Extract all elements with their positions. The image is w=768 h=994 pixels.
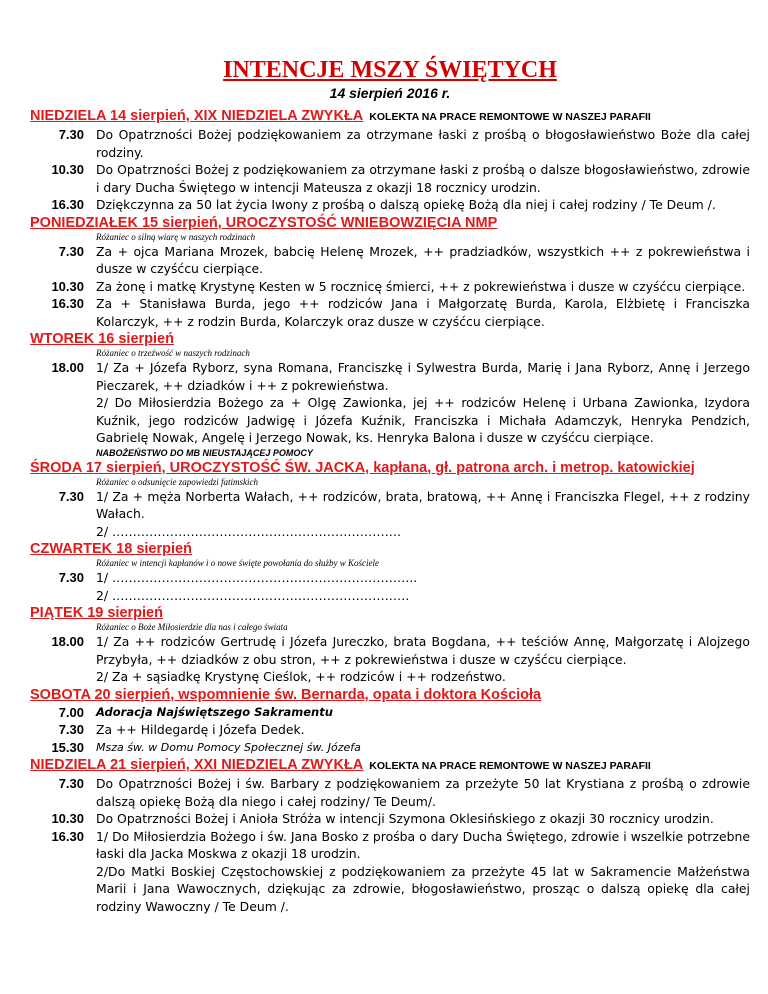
day-header-label: NIEDZIELA 14 sierpień, XIX NIEDZIELA ZWYKŁA (30, 108, 364, 124)
mass-entry (30, 278, 750, 296)
mass-entry (30, 126, 750, 161)
mass-intention (96, 196, 750, 214)
intention-text: Do Opatrzności Bożej podziękowaniem za otrzymane łaski z prośbą o błogosławieństwo Boże dla całej rodziny. (96, 127, 750, 160)
page-date: 14 sierpień 2016 r. (329, 85, 451, 101)
intention-text: 1/ Do Miłosierdzia Bożego i św. Jana Bosko z prośba o dary Ducha Świętego, zdrowie i wszelkie potrzebne łaski dla Jacka Moskwa z okazji 18 urodzin. (96, 828, 750, 861)
day-header-label: SOBOTA 20 sierpień, wspomnienie św. Bernarda, opata i doktora Kościoła (30, 686, 542, 703)
day-header (30, 686, 750, 704)
day-header (30, 330, 750, 348)
intention-text: Za żonę i matkę Krystynę Kesten w 5 rocznicę śmierci, ++ z pokrewieństwa i dusze w czyśćcu cierpiące. (96, 278, 746, 294)
intention-text: Do Opatrzności Bożej i Anioła Stróża w intencji Szymona Oklesińskiego z okazji 30 rocznicy urodzin. (96, 811, 714, 826)
intention-text-2: 2/Do Matki Boskiej Częstochowskiej z podziękowaniem za przeżyte 45 lat w Sakramencie Małżeństwa Marii i Jana Wawocznych, dziękując za zdrowie, błogosławieństwo, prosząc o dalszą opiekę dla całej rodziny Wawoczny / Te Deum /. (96, 863, 750, 914)
mass-time: 7.30 (58, 127, 84, 142)
mass-time: 18.00 (51, 634, 84, 649)
page-title: INTENCJE MSZY ŚWIĘTYCH (223, 57, 557, 83)
mass-time: 7.30 (58, 570, 84, 585)
day-header-label: NIEDZIELA 21 sierpień, XXI NIEDZIELA ZWYKŁA (30, 757, 364, 773)
day-header (30, 107, 750, 126)
mass-entry (30, 633, 750, 686)
intention-text: Za + Stanisława Burda, jego ++ rodziców Jana i Małgorzatę Burda, Karola, Elżbietę i Franciszka Kolarczyk, ++ z rodzin Burda, Kolarczyk oraz dusze w czyśćcu cierpiące. (96, 296, 750, 329)
mass-entry (30, 161, 750, 196)
mass-entry (30, 704, 750, 722)
day-header (30, 214, 750, 232)
mass-entry (30, 243, 750, 278)
intention-text-2: 2/ Za + sąsiadkę Krystynę Cieślok, ++ rodziców i ++ rodzeństwo. (96, 669, 506, 684)
mass-time: 7.30 (58, 722, 84, 737)
intention-text: Dziękczynna za 50 lat życia Iwony z prośbą o dalszą opiekę Bożą dla niej i całej rodziny / Te Deum /. (96, 197, 716, 212)
mass-entry (30, 196, 750, 214)
intention-text: 1/ Za ++ rodziców Gertrudę i Józefa Jureczko, brata Bogdana, ++ teściów Annę, Małgorzatę i Alojzego Przybyła, ++ dziadków z obu stron, ++ z pokrewieństwa i dusze w czyśćcu cierpiące. (96, 634, 750, 667)
day-section (30, 107, 750, 214)
mass-time: 16.30 (51, 828, 84, 844)
mass-entry (30, 359, 750, 447)
rosary-intention: Różaniec o Boże Miłosierdzie dla nas i całego świata (96, 622, 288, 632)
intention-text-2: 2/ Do Miłosierdzia Bożego za + Olgę Zawionka, jej ++ rodziców Helenę i Urbana Zawionka, Izydora Kuźnik, jego rodziców Jadwigę i Józefa Kuźnik, Franciszka i Michała Adamczyk, Henryka Pendzich, Gabrielę Nowak, Angelę i Jerzego Nowak, ks. Henryka Balona i dusze w czyśćcu cierpiące. (96, 395, 750, 445)
intention-text: Msza św. w Domu Pomocy Społecznej św. Józefa (96, 740, 361, 754)
mass-entry (30, 569, 750, 604)
rosary-intention: Różaniec o trzeźwość w naszych rodzinach (96, 348, 250, 358)
mass-intention (96, 739, 750, 757)
day-header-label: CZWARTEK 18 sierpień (30, 541, 192, 557)
day-section (30, 686, 750, 757)
mass-entry (30, 775, 750, 810)
day-header-label: ŚRODA 17 sierpień, UROCZYSTOŚĆ ŚW. JACKA, kapłana, gł. patrona arch. i metrop. katowickiej (30, 459, 695, 476)
mass-time: 10.30 (51, 811, 84, 826)
mass-intention (96, 569, 750, 604)
day-header-label: PONIEDZIAŁEK 15 sierpień, UROCZYSTOŚĆ WNIEBOWZIĘCIA NMP (30, 214, 498, 231)
mass-intention (96, 721, 750, 739)
collection-note: KOLEKTA NA PRACE REMONTOWE W NASZEJ PARAFII (369, 760, 651, 772)
mass-time: 7.30 (58, 243, 84, 259)
mass-entry (30, 721, 750, 739)
mass-time: 15.30 (51, 739, 84, 755)
mass-intention (96, 775, 750, 810)
day-header (30, 540, 750, 558)
day-section (30, 540, 750, 604)
collection-note: KOLEKTA NA PRACE REMONTOWE W NASZEJ PARAFII (369, 111, 651, 123)
mass-intention (96, 359, 750, 447)
intention-text: Do Opatrzności Bożej i św. Barbary z podziękowaniem za przeżyte 50 lat Krystiana z prośbą o zdrowie dalszą opiekę Bożą dla niego i całej rodziny/ Te Deum/. (96, 776, 750, 809)
mass-entry (30, 828, 750, 916)
intention-text: Za ++ Hildegardę i Józefa Dedek. (96, 722, 305, 737)
mass-time: 10.30 (51, 162, 84, 177)
mass-time: 16.30 (51, 296, 84, 311)
mass-intention (96, 278, 750, 296)
mass-time: 7.30 (58, 488, 84, 504)
intention-text: 1/ Za + męża Norberta Wałach, ++ rodziców, brata, bratową, ++ Annę i Franciszka Flegel, ++ z rodziny Wałach. (96, 488, 750, 521)
day-section (30, 756, 750, 915)
mass-entry (30, 488, 750, 541)
mass-entry (30, 739, 750, 757)
mass-intention (96, 126, 750, 161)
mass-intention (96, 704, 750, 722)
intention-text: 1/ Za + Józefa Ryborz, syna Romana, Franciszkę i Sylwestra Burda, Marię i Jana Ryborz, Annę i Jerzego Pieczarek, ++ dziadków i ++ z pokrewieństwa. (96, 360, 750, 393)
intention-text: 1/ ……………………………………………………………….. (96, 570, 418, 585)
mass-time: 7.30 (58, 776, 84, 791)
day-header-label: WTOREK 16 sierpień (30, 331, 174, 347)
day-section (30, 214, 750, 331)
mass-intention (96, 295, 750, 330)
mass-time: 10.30 (51, 278, 84, 294)
days-list (30, 107, 750, 915)
mass-intention (96, 828, 750, 916)
day-section (30, 459, 750, 541)
day-header (30, 459, 750, 477)
rosary-intention: Różaniec o silną wiarę w naszych rodzinach (96, 231, 256, 242)
mass-entry (30, 295, 750, 330)
mass-intention (96, 161, 750, 196)
mass-entry (30, 810, 750, 828)
day-header (30, 604, 750, 622)
intention-text: Adoracja Najświętszego Sakramentu (96, 704, 333, 719)
day-section (30, 604, 750, 686)
devotion-note: NABOŻEŃSTWO DO MB NIEUSTAJĄCEJ POMOCY (96, 447, 313, 458)
mass-intention (96, 243, 750, 278)
day-header (30, 756, 750, 775)
mass-intention (96, 488, 750, 541)
intention-text: Do Opatrzności Bożej z podziękowaniem za otrzymane łaski z prośbą o dalsze błogosławieństwo, zdrowie i dary Ducha Świętego w intencji Mateusza z okazji 18 rocznicy urodzin. (96, 162, 750, 195)
mass-time: 18.00 (51, 360, 84, 375)
rosary-intention: Różaniec w intencji kapłanów i o nowe święte powołania do służby w Kościele (96, 558, 379, 568)
day-header-label: PIĄTEK 19 sierpień (30, 605, 163, 621)
mass-intention (96, 633, 750, 686)
intention-text-2: 2/ ……………………………………………………………… (96, 587, 410, 603)
intention-text: Za + ojca Mariana Mrozek, babcię Helenę Mrozek, ++ pradziadków, wszystkich ++ z pokrewieństwa i dusze w czyśćcu cierpiące. (96, 243, 750, 276)
intentions-page (30, 56, 750, 915)
day-section (30, 330, 750, 459)
intention-text-2: 2/ ……………………………………………………………. (96, 523, 401, 539)
mass-intention (96, 810, 750, 828)
mass-time: 7.00 (58, 704, 84, 720)
mass-time: 16.30 (51, 197, 84, 212)
rosary-intention: Różaniec o odsunięcie zapowiedzi fatimskich (96, 476, 258, 487)
